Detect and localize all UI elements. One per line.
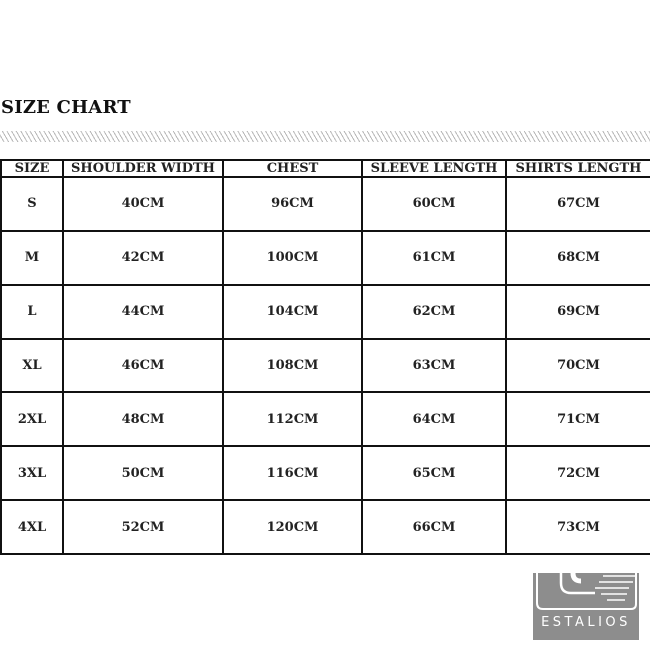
size-cell: M (1, 231, 63, 285)
table-row (1, 231, 650, 285)
sleeve-length-cell: 63CM (362, 339, 506, 393)
table-row (1, 339, 650, 393)
shirts-length-cell: 73CM (506, 500, 650, 554)
table-header-row (1, 160, 650, 177)
table-row (1, 392, 650, 446)
sleeve-length-cell: 64CM (362, 392, 506, 446)
column-header: SHOULDER WIDTH (63, 160, 223, 177)
column-header: SHIRTS LENGTH (506, 160, 650, 177)
size-cell: L (1, 285, 63, 339)
column-header: SLEEVE LENGTH (362, 160, 506, 177)
table-row (1, 285, 650, 339)
shirts-length-cell: 67CM (506, 177, 650, 231)
shirts-length-cell: 72CM (506, 446, 650, 500)
size-cell: XL (1, 339, 63, 393)
chest-cell: 104CM (223, 285, 362, 339)
shoulder-width-cell: 44CM (63, 285, 223, 339)
shirts-length-cell: 69CM (506, 285, 650, 339)
column-header: CHEST (223, 160, 362, 177)
chest-cell: 108CM (223, 339, 362, 393)
shirts-length-cell: 70CM (506, 339, 650, 393)
shoulder-width-cell: 52CM (63, 500, 223, 554)
chest-cell: 100CM (223, 231, 362, 285)
table-row (1, 500, 650, 554)
shirts-length-cell: 68CM (506, 231, 650, 285)
chest-cell: 112CM (223, 392, 362, 446)
size-cell: S (1, 177, 63, 231)
shoulder-width-cell: 42CM (63, 231, 223, 285)
shoulder-width-cell: 40CM (63, 177, 223, 231)
sleeve-length-cell: 65CM (362, 446, 506, 500)
shoulder-width-cell: 48CM (63, 392, 223, 446)
hatched-divider (0, 131, 650, 142)
shirts-length-cell: 71CM (506, 392, 650, 446)
chest-cell: 96CM (223, 177, 362, 231)
chest-cell: 116CM (223, 446, 362, 500)
chest-cell: 120CM (223, 500, 362, 554)
sleeve-length-cell: 66CM (362, 500, 506, 554)
sleeve-length-cell: 60CM (362, 177, 506, 231)
size-cell: 3XL (1, 446, 63, 500)
shoulder-width-cell: 50CM (63, 446, 223, 500)
sleeve-length-cell: 62CM (362, 285, 506, 339)
size-table (0, 159, 650, 555)
sleeve-length-cell: 61CM (362, 231, 506, 285)
page-title: SIZE CHART (1, 97, 131, 118)
size-cell: 4XL (1, 500, 63, 554)
brand-watermark (533, 573, 639, 640)
watermark-brand-text: ESTALIOS (541, 615, 631, 630)
brand-logo-icon (533, 573, 639, 617)
table-row (1, 446, 650, 500)
shoulder-width-cell: 46CM (63, 339, 223, 393)
table-row (1, 177, 650, 231)
column-header: SIZE (1, 160, 63, 177)
size-cell: 2XL (1, 392, 63, 446)
